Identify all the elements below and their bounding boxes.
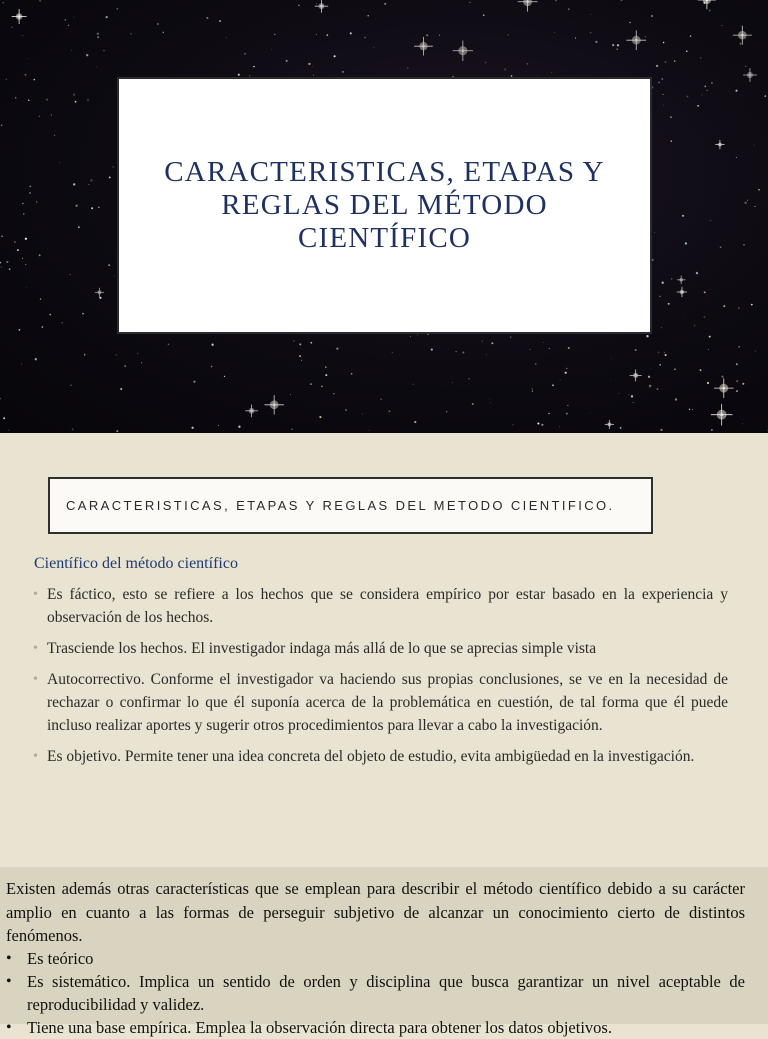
slide-heading: CARACTERISTICAS, ETAPAS Y REGLAS DEL METODO CIENTIFICO.	[66, 498, 615, 513]
title-slide	[0, 0, 768, 433]
additional-characteristics-slide	[0, 867, 768, 1024]
bullet-text: Trasciende los hechos. El investigador indaga más allá de lo que se aprecias simple vista	[47, 640, 596, 657]
bullet-text: Es fáctico, esto se refiere a los hechos que se considera empírico por estar basado en la experiencia y observación de los hechos.	[47, 586, 728, 626]
slide-title: CARACTERISTICAS, ETAPAS Y REGLAS DEL MÉTODO CIENTÍFICO	[145, 156, 625, 255]
bullet-list	[33, 583, 728, 776]
bullet-icon: •	[33, 668, 38, 691]
list-item	[6, 947, 745, 970]
bullet-text: Es sistemático. Implica un sentido de orden y disciplina que busca garantizar un nivel aceptable de reproducibilidad y validez.	[27, 972, 745, 1014]
list-item	[6, 1016, 745, 1039]
bullet-text: Tiene una base empírica. Emplea la observación directa para obtener los datos objetivos.	[27, 1018, 612, 1037]
intro-paragraph: Existen además otras características que se emplean para describir el método científico debido a su carácter amplio en cuanto a las formas de perseguir subjetivo de alcanzar un conocimiento cierto de distintos fenómenos.	[6, 877, 745, 948]
bullet-icon: •	[6, 970, 12, 993]
bullet-icon: •	[33, 745, 38, 768]
list-item	[33, 668, 728, 737]
title-box	[117, 77, 652, 334]
bullet-text: Es objetivo. Permite tener una idea concreta del objeto de estudio, evita ambigüedad en la investigación.	[47, 748, 694, 765]
bullet-icon: •	[33, 637, 38, 660]
bullet-list-2	[6, 947, 745, 1039]
list-item	[6, 970, 745, 1016]
bullet-text: Autocorrectivo. Conforme el investigador va haciendo sus propias conclusiones, se ve en la necesidad de rechazar o confirmar lo que él suponía acerca de la problemática en cuestión, de tal forma que él puede incluso realizar aportes y sugerir otros procedimientos para llevar a cabo la investigación.	[47, 671, 728, 734]
list-item	[33, 583, 728, 629]
list-item	[33, 745, 728, 768]
section-subtitle: Científico del método científico	[34, 555, 238, 573]
list-item	[33, 637, 728, 660]
characteristics-slide	[0, 433, 768, 867]
heading-box	[48, 477, 653, 534]
bullet-text: Es teórico	[27, 949, 93, 968]
bullet-icon: •	[6, 947, 12, 970]
bullet-icon: •	[33, 583, 38, 606]
bullet-icon: •	[6, 1016, 12, 1039]
